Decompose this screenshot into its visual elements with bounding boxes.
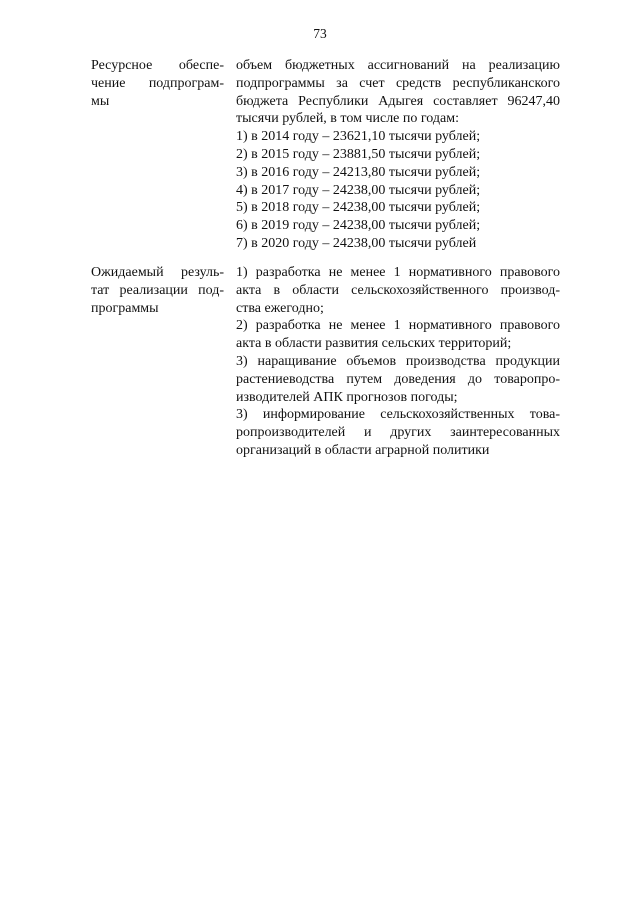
text-line: акта в области сельскохозяйственного производ- xyxy=(236,282,560,298)
resource-label xyxy=(91,57,224,110)
expected-result-content xyxy=(236,264,560,460)
text-line: тысячи рублей, в том числе по годам: xyxy=(236,111,459,127)
list-item: 6) в 2019 году – 24238,00 тысячи рублей; xyxy=(236,218,481,234)
text-line: 3) наращивание объемов производства продукции xyxy=(236,353,560,369)
text-line: подпрограммы за счет средств республиканского xyxy=(236,75,560,91)
text-line: организаций в области аграрной политики xyxy=(236,442,490,458)
text-line: 3) информирование сельскохозяйственных това- xyxy=(236,407,560,423)
text-line: ства ежегодно; xyxy=(236,300,324,316)
text-line: мы xyxy=(91,93,110,109)
text-line: бюджета Республики Адыгея составляет 96247,40 xyxy=(236,93,560,109)
text-line: чение подпрограм- xyxy=(91,75,224,91)
list-item: 3) в 2016 году – 24213,80 тысячи рублей; xyxy=(236,164,481,180)
text-line: объем бюджетных ассигнований на реализацию xyxy=(236,58,560,73)
page-number: 73 xyxy=(313,26,327,41)
text-line: ропроизводителей и других заинтересованных xyxy=(236,425,560,441)
text-line: программы xyxy=(91,300,159,316)
list-item: 2) в 2015 году – 23881,50 тысячи рублей; xyxy=(236,146,481,162)
resource-content xyxy=(236,57,560,253)
text-line: 1) разработка не менее 1 нормативного правового xyxy=(236,265,560,280)
text-line: Ожидаемый резуль- xyxy=(91,265,224,280)
expected-result-label xyxy=(91,264,224,317)
text-line: изводителей АПК прогнозов погоды; xyxy=(236,389,458,405)
text-line: растениеводства путем доведения до товаропро- xyxy=(236,371,560,387)
list-item: 4) в 2017 году – 24238,00 тысячи рублей; xyxy=(236,182,481,198)
text-line: 2) разработка не менее 1 нормативного правового xyxy=(236,318,560,334)
list-item: 5) в 2018 году – 24238,00 тысячи рублей; xyxy=(236,200,481,216)
list-item: 7) в 2020 году – 24238,00 тысячи рублей xyxy=(236,235,477,251)
text-line: Ресурсное обеспе- xyxy=(91,58,224,73)
text-line: тат реализации под- xyxy=(91,282,224,298)
text-line: акта в области развития сельских территорий; xyxy=(236,336,512,352)
list-item: 1) в 2014 году – 23621,10 тысячи рублей; xyxy=(236,129,481,145)
